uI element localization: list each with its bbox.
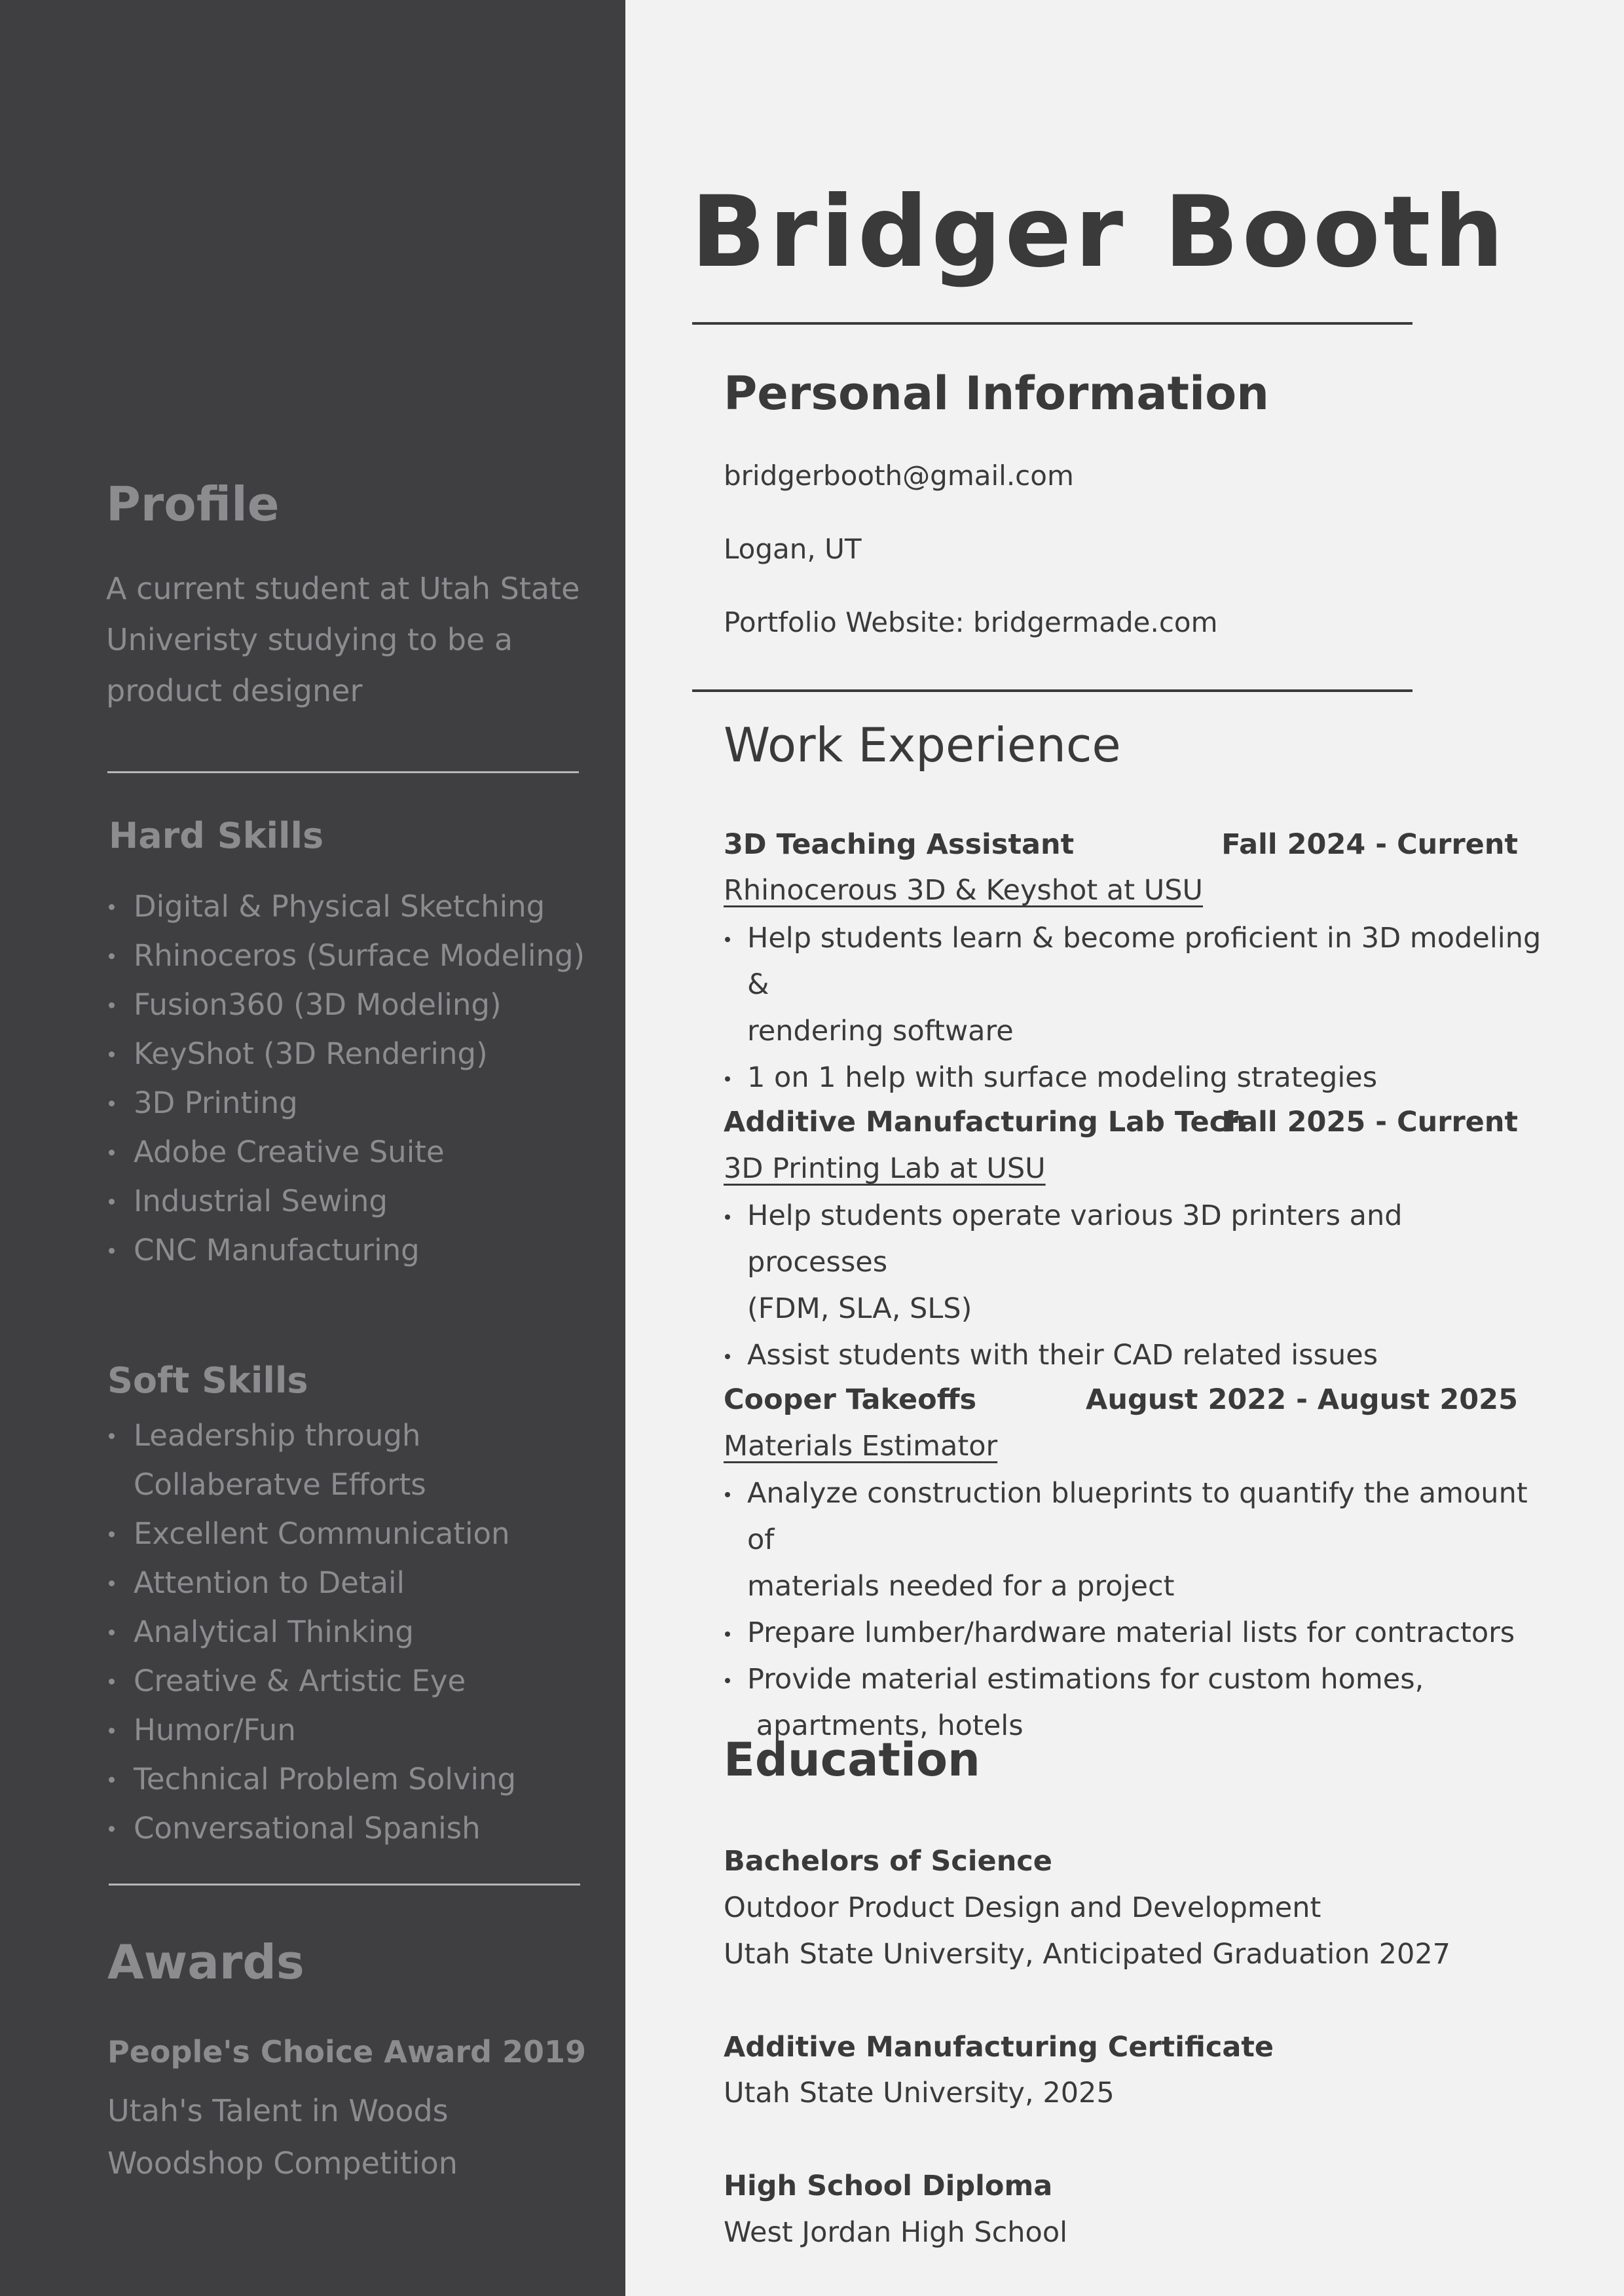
list-item: Rhinoceros (Surface Modeling) <box>107 931 585 980</box>
profile-line: A current student at Utah State <box>106 571 580 606</box>
main-content <box>625 0 1624 2296</box>
award-line: Woodshop Competition <box>107 2145 458 2181</box>
bullet-line: rendering software <box>747 1015 1014 1048</box>
list-item-line: Leadership through <box>134 1418 421 1453</box>
job-bullets <box>724 1470 1542 1749</box>
award-description <box>107 2085 458 2189</box>
education-title: High School Diploma <box>724 2170 1053 2202</box>
list-item: Fusion360 (3D Modeling) <box>107 980 585 1029</box>
email-text: bridgerbooth@gmail.com <box>724 460 1074 492</box>
education-title: Bachelors of Science <box>724 1845 1052 1878</box>
bullet-line: Help students operate various 3D printers and processes <box>747 1199 1403 1279</box>
job-title: Cooper Takeoffs <box>724 1383 977 1416</box>
list-item <box>724 1193 1542 1332</box>
list-item: Industrial Sewing <box>107 1176 585 1226</box>
job-organization: Rhinocerous 3D & Keyshot at USU <box>724 874 1204 907</box>
soft-skills-list <box>107 1411 516 1853</box>
list-item: 1 on 1 help with surface modeling strategies <box>724 1055 1542 1101</box>
list-item <box>724 915 1542 1055</box>
list-item: Conversational Spanish <box>107 1804 516 1853</box>
list-item: Humor/Fun <box>107 1705 516 1755</box>
bullet-line: Provide material estimations for custom homes, <box>747 1663 1424 1696</box>
profile-line: product designer <box>106 673 363 708</box>
list-item: Digital & Physical Sketching <box>107 882 585 931</box>
divider <box>107 771 579 773</box>
list-item-line: Collaberatve Efforts <box>134 1467 426 1502</box>
job-title: 3D Teaching Assistant <box>724 828 1075 861</box>
soft-skills-heading: Soft Skills <box>107 1360 308 1401</box>
list-item: Adobe Creative Suite <box>107 1127 585 1176</box>
list-item: Attention to Detail <box>107 1558 516 1607</box>
award-line: Utah's Talent in Woods <box>107 2093 449 2128</box>
list-item: CNC Manufacturing <box>107 1226 585 1275</box>
education-detail: Utah State University, 2025 <box>724 2077 1115 2109</box>
job-organization: 3D Printing Lab at USU <box>724 1152 1046 1185</box>
bullet-line: Analyze construction blueprints to quantify the amount of <box>747 1477 1528 1556</box>
hard-skills-heading: Hard Skills <box>109 815 324 856</box>
education-detail: Outdoor Product Design and Development <box>724 1891 1321 1924</box>
list-item: Assist students with their CAD related issues <box>724 1332 1542 1379</box>
list-item: Excellent Communication <box>107 1509 516 1558</box>
bullet-line: (FDM, SLA, SLS) <box>747 1292 972 1325</box>
list-item: Analytical Thinking <box>107 1607 516 1656</box>
job-organization: Materials Estimator <box>724 1430 998 1463</box>
location-text: Logan, UT <box>724 533 862 565</box>
bullet-line: Help students learn & become proficient in 3D modeling & <box>747 922 1541 1001</box>
list-item: Creative & Artistic Eye <box>107 1656 516 1705</box>
work-experience-heading: Work Experience <box>724 718 1121 773</box>
list-item: KeyShot (3D Rendering) <box>107 1029 585 1078</box>
list-item <box>107 1411 516 1509</box>
divider <box>692 322 1412 325</box>
bullet-line: materials needed for a project <box>747 1570 1175 1603</box>
list-item: Prepare lumber/hardware material lists for contractors <box>724 1610 1542 1656</box>
portfolio-text: Portfolio Website: bridgermade.com <box>724 606 1218 638</box>
job-title: Additive Manufacturing Lab Tech <box>724 1106 1246 1139</box>
awards-heading: Awards <box>107 1935 304 1990</box>
job-dates: Fall 2024 - Current <box>1221 828 1518 861</box>
education-detail: Utah State University, Anticipated Graduation 2027 <box>724 1938 1451 1971</box>
award-title: People's Choice Award 2019 <box>107 2034 587 2069</box>
job-bullets <box>724 1193 1542 1379</box>
list-item <box>724 1470 1542 1610</box>
personal-info-heading: Personal Information <box>724 367 1269 420</box>
sidebar <box>0 0 625 2296</box>
list-item: 3D Printing <box>107 1078 585 1127</box>
bullet-line: apartments, hotels <box>747 1709 1024 1742</box>
profile-text <box>106 563 580 716</box>
list-item: Technical Problem Solving <box>107 1755 516 1804</box>
divider <box>692 689 1412 692</box>
divider <box>109 1884 580 1886</box>
education-heading: Education <box>724 1733 980 1787</box>
profile-line: Univeristy studying to be a <box>106 622 513 657</box>
job-dates: August 2022 - August 2025 <box>1086 1383 1518 1416</box>
profile-heading: Profile <box>106 477 280 532</box>
education-title: Additive Manufacturing Certificate <box>724 2031 1274 2064</box>
job-dates: Fall 2025 - Current <box>1221 1106 1518 1139</box>
job-bullets <box>724 915 1542 1101</box>
hard-skills-list <box>107 882 585 1275</box>
page-title: Bridger Booth <box>691 175 1507 289</box>
education-detail: West Jordan High School <box>724 2216 1068 2249</box>
